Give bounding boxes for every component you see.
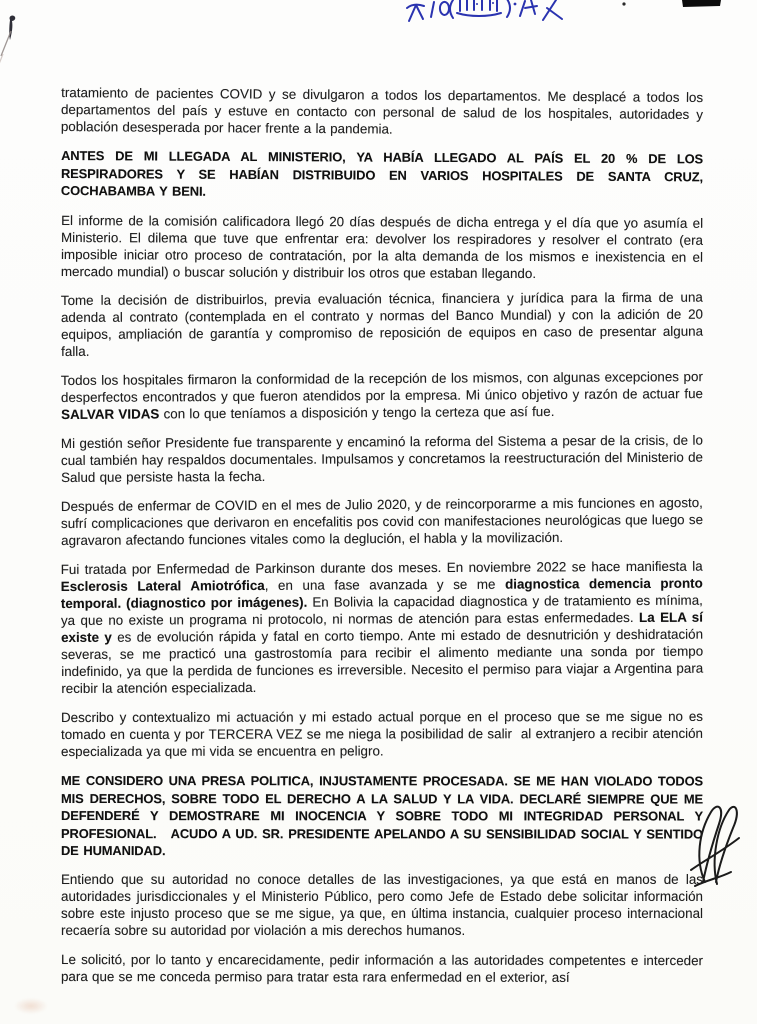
text-run: , en una fase avanzada y se me [264,576,506,593]
paragraph-5 [61,368,703,423]
bold-text-run: La ELA sí existe y [61,609,703,645]
text-run: Entiendo que su autoridad no conoce detalles de las investigaciones, ya que está en manos de las autoridades jurisdiccionales y el Ministerio Público, pero como Jefe de Estado debe solicitar información sobre este injusto proceso que se me sigue, ya que, en última instancia, cualquier proceso internacional recaería sobre su autoridad por violación a mis derechos humanos. [61,872,703,938]
paragraph-12 [61,951,703,986]
text-run: Todos los hospitales firmaron la conformidad de la recepción de los mismos, con algunas excepciones por desperfectos encontrados y que fueron atendidos por la empresa. Mi único objetivo y razón de actuar fue [60,368,704,405]
text-run: Le solicitó, por lo tanto y encarecidamente, pedir información a las autoridades competentes e interceder para que se me conceda permiso para tratar esta rara enfermedad en el exterior, así [60,952,704,985]
bold-text-run: diagnostica demencia pronto temporal. (diagnostico por imágenes). [60,575,703,611]
paragraph-10 [61,772,703,860]
text-run: El informe de la comisión calificadora llegó 20 días después de dicha entrega y el día que yo asumía el Ministerio. El dilema que tuve que enfrentar era: devolver los respiradores y resolver el contrato (era imposible iniciar otro proceso de contratación, por la alta demanda de los mismos e inexistencia en el mercado mundial) o buscar solución y distribuir los otros que estaban llegando. [60,212,704,281]
paragraph-6 [61,431,703,485]
paragraph-11 [61,871,703,939]
text-run: En Bolivia la capacidad diagnostica y de tratamiento es mínima, ya que no existe un programa ni protocolo, ni normas de atención para estas enfermedades. [60,592,703,628]
paragraph-3 [61,212,703,283]
text-run: ME CONSIDERO UNA PRESA POLITICA, INJUSTAMENTE PROCESADA. SE ME HAN VIOLADO TODOS MIS DERECHOS, SOBRE TODO EL DERECHO A LA SALUD Y LA VIDA. DECLARÉ SIEMPRE QUE ME DEFENDERÉ Y DEMOSTRARE MI INOCENCIA Y SOBRE TODO MI INTEGRIDAD PERSONAL Y PROFESIONAL. ACUDO A UD. SR. PRESIDENTE APELANDO A SU SENSIBILIDAD SOCIAL Y SENTIDO DE HUMANIDAD. [60,772,704,858]
paragraph-4 [61,288,703,359]
text-run: Después de enfermar de COVID en el mes de Julio 2020, y de reincorporarme a mis funciones en agosto, sufrí complicaciones que derivaron en encefalitis pos covid con manifestaciones neurológicas que luego se agravaron afectando funciones vitales como la deglución, el habla y la movilización. [60,494,704,548]
text-run: Tome la decisión de distribuirlos, previa evaluación técnica, financiera y jurídica para la firma de una adenda al contrato (contemplada en el contrato y normas del Banco Mundial) y con la adición de 20 equipos, ampliación de garantía y compromiso de reposición de equipos en caso de presentar alguna falla. [60,289,704,359]
text-run: con lo que teníamos a disposición y tengo la certeza que así fue. [159,403,555,421]
bold-text-run: Esclerosis Lateral Amiotrófica [60,577,265,594]
staple-mark-icon [0,14,26,64]
text-run: Mi gestión señor Presidente fue transparente y encaminó la reforma del Sistema a pesar de la crisis, de lo cual también hay respaldos documentales. Impulsamos y concretamos la reestructuración del Ministerio de Salud que persiste hasta la fecha. [60,432,704,485]
paragraph-9 [61,707,703,759]
letter-body [61,84,703,997]
scan-artifact-bar-icon [615,0,730,12]
handwritten-annotation-icon [404,0,584,27]
text-run: Describo y contextualizo mi actuación y mi estado actual porque en el proceso que se me sigue no es tomado en cuenta y por TERCERA VEZ se me niega la posibilidad de salir al extranjero a recibir atención especializada ya que mi vida se encuentra en peligro. [60,708,704,759]
text-run: Fui tratada por Enfermedad de Parkinson durante dos meses. En noviembre 2022 se hace manifiesta la [60,558,703,577]
text-run: tratamiento de pacientes COVID y se divulgaron a todos los departamentos. Me desplacé a todos los departamentos del país y estuve en contacto con personal de salud de los hospitales, autoridades y población desesperada por hacer frente a la pandemia. [60,85,704,137]
smudge-mark [14,998,48,1014]
bold-text-run: SALVAR VIDAS [61,405,160,422]
paragraph-1 [61,84,703,140]
text-run: ANTES DE MI LLEGADA AL MINISTERIO, YA HABÍA LLEGADO AL PAÍS EL 20 % DE LOS RESPIRADORES Y SE HABÍAN DISTRIBUIDO EN VARIOS HOSPITALES DE SANTA CRUZ, COCHABAMBA Y BENI. [60,148,704,199]
paragraph-8 [61,557,704,696]
paragraph-7 [61,494,703,549]
paragraph-2 [61,147,703,203]
text-run: es de evolución rápida y fatal en corto tiempo. Ante mi estado de desnutrición y deshidratación severas, se me practicó una gastrostomía para recibir el alimento mediante una sonda por tiempo indefinido, ya que la perdida de funciones es irreversible. Necesito el permiso para viajar a Argentina para recibir la atención especializada. [61,626,704,696]
